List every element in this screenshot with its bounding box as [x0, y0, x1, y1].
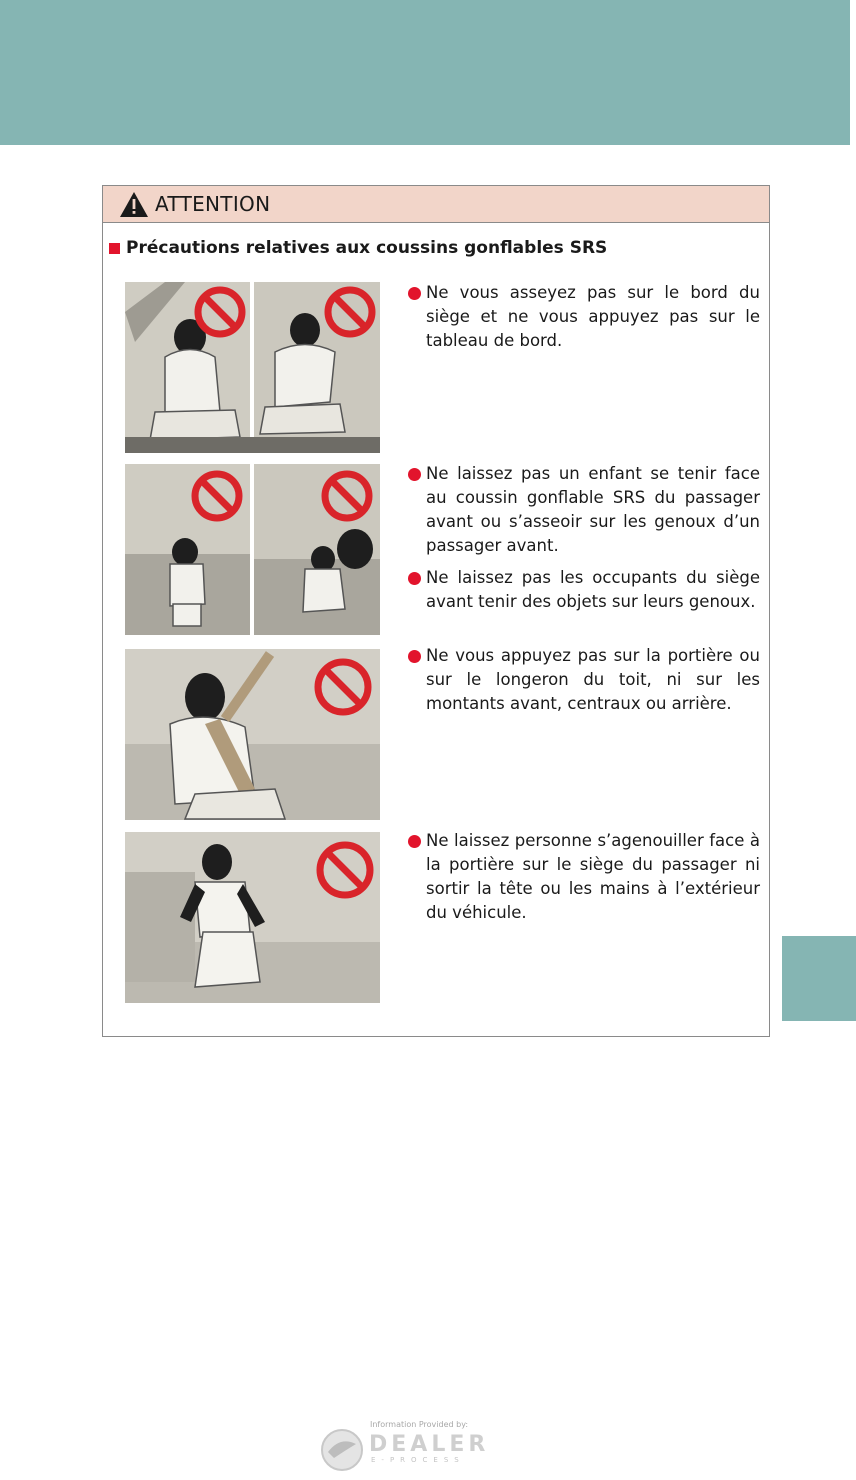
attention-header: [103, 186, 769, 223]
illustration-sitting-edge: [125, 282, 380, 453]
illustration-child-standing: [125, 464, 380, 635]
bullet-item: Ne vous asseyez pas sur le bord du siège et ne vous appuyez pas sur le tableau de bord.: [408, 281, 760, 353]
illustration-kneeling-door: [125, 832, 380, 1003]
bullet-group-2: [408, 462, 760, 622]
bullet-item: Ne laissez pas un enfant se tenir face au coussin gonflable SRS du passager avant ou s’asseoir sur les genoux d’un passager avant.: [408, 462, 760, 558]
section-heading-text: Précautions relatives aux coussins gonflables SRS: [126, 238, 608, 258]
footer-caption: Information Provided by:: [370, 1420, 469, 1429]
bullet-group-3: [408, 644, 760, 724]
bullet-item: Ne laissez personne s’agenouiller face à la portière sur le siège du passager ni sortir la tête ou les mains à l’extérieur du véhicule.: [408, 829, 760, 925]
bullet-item: Ne vous appuyez pas sur la portière ou sur le longeron du toit, ni sur les montants avant, centraux ou arrière.: [408, 644, 760, 716]
red-square-icon: [109, 243, 120, 254]
footer-dealer-logo: [320, 1420, 520, 1475]
attention-title: ATTENTION: [155, 192, 271, 216]
footer-brand: DEALER: [369, 1432, 490, 1457]
warning-triangle-icon: [119, 191, 149, 218]
red-dot-icon: [408, 650, 421, 663]
chapter-side-tab: [782, 936, 856, 1021]
bullet-group-4: [408, 829, 760, 933]
top-color-band: [0, 0, 850, 145]
attention-box: [102, 185, 770, 1037]
dealer-globe-icon: [320, 1428, 364, 1472]
bullet-group-1: [408, 281, 760, 361]
red-dot-icon: [408, 835, 421, 848]
bullet-item: Ne laissez pas les occupants du siège avant tenir des objets sur leurs genoux.: [408, 566, 760, 614]
illustration-leaning-door: [125, 649, 380, 820]
footer-subtitle: E-PROCESS: [371, 1456, 465, 1464]
red-dot-icon: [408, 287, 421, 300]
section-heading: [109, 238, 607, 258]
red-dot-icon: [408, 572, 421, 585]
red-dot-icon: [408, 468, 421, 481]
